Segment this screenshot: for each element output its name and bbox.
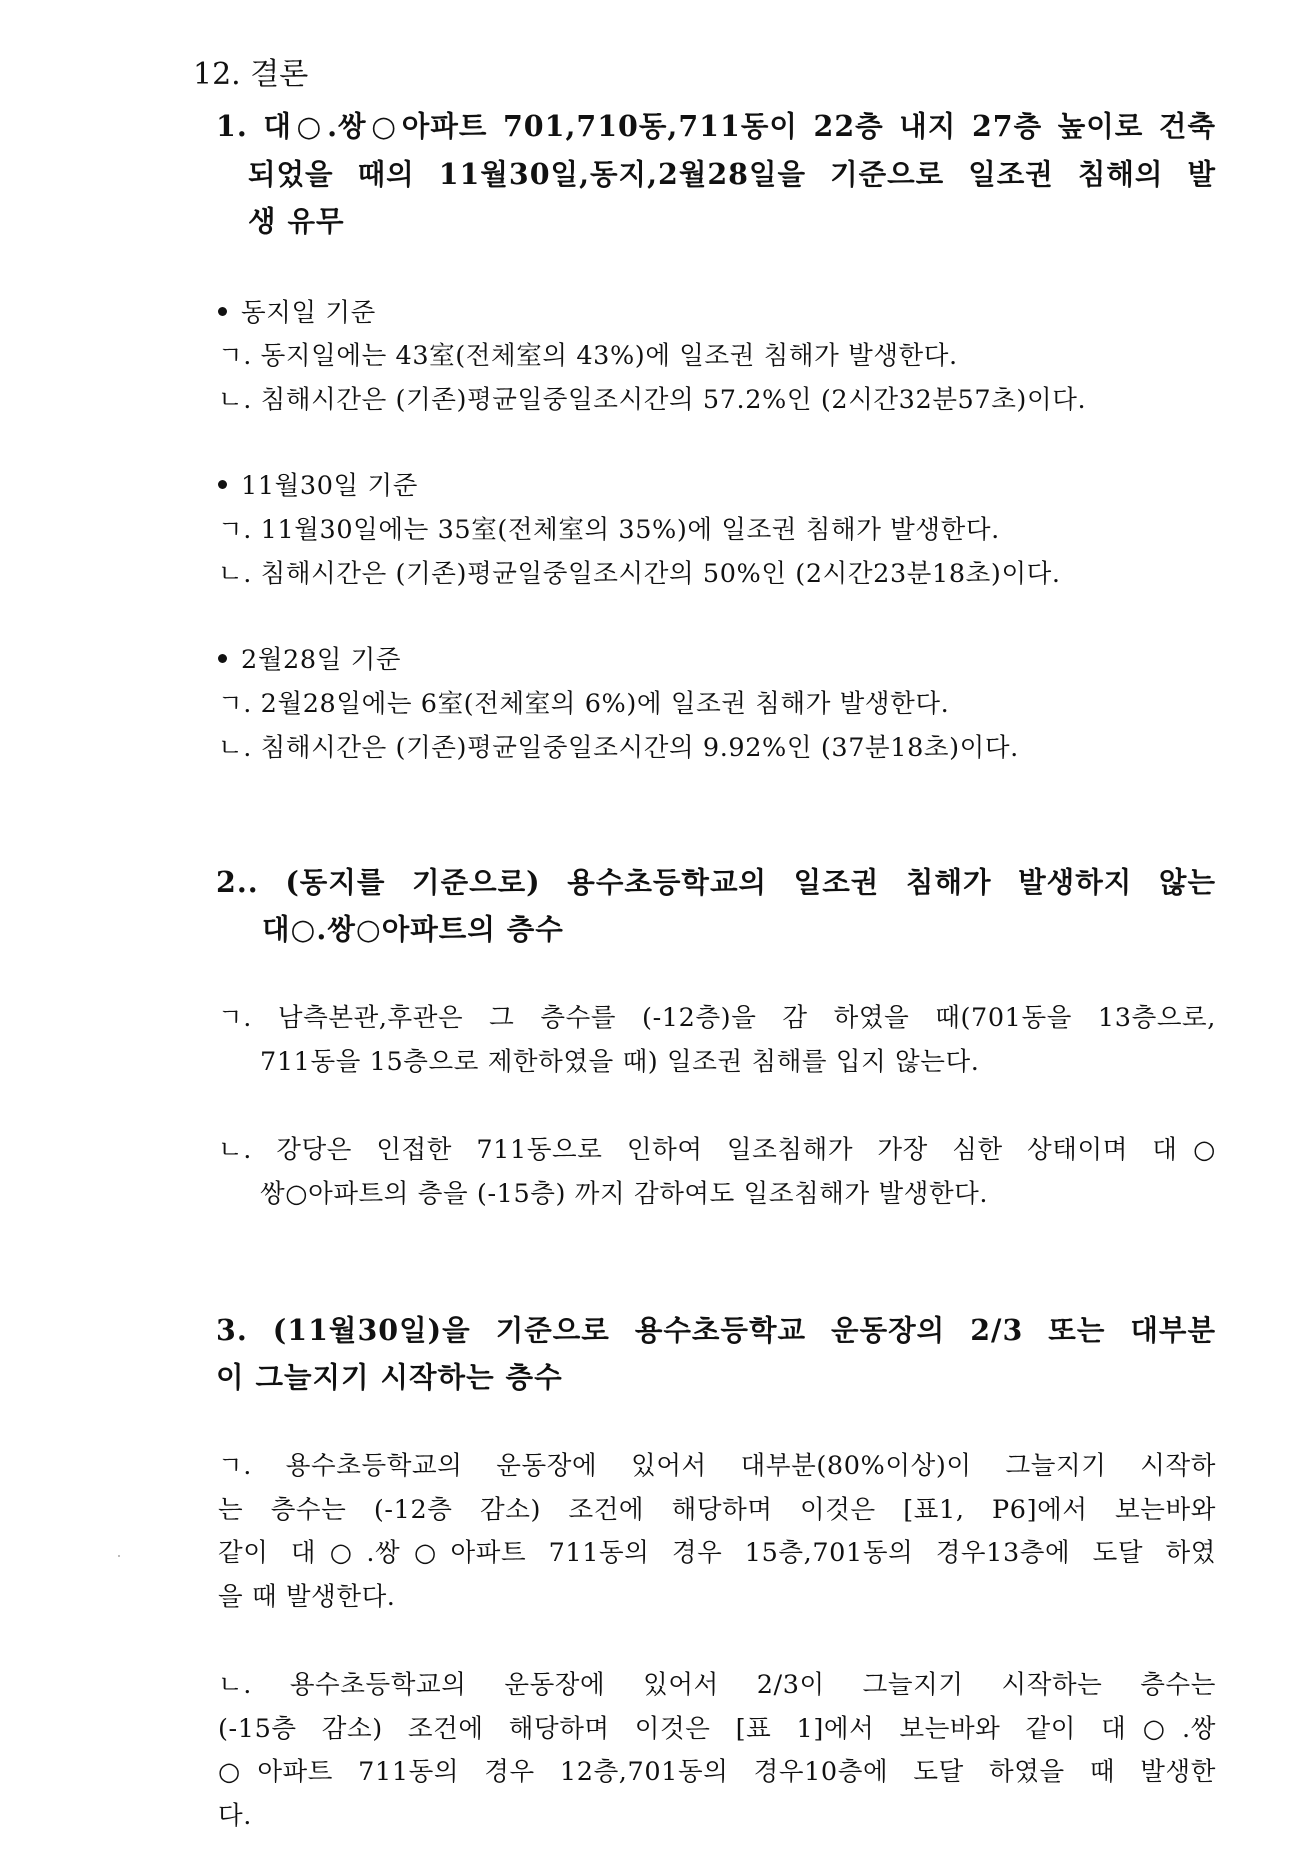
q1-group-3-item-a: ㄱ. 2월28일에는 6室(전체室의 6%)에 일조권 침해가 발생한다. [218,689,950,719]
q2-item-a-line-1: ㄱ. 남측본관,후관은 그 층수를 (-12층)을 감 하였을 때(701동을 13층으로, [218,1003,1216,1033]
q3-item-b-line-3: ○아파트 711동의 경우 12층,701동의 경우10층에 도달 하였을 때 발생한 [218,1757,1216,1787]
group-title-text: 11월30일 기준 [241,471,418,501]
q1-group-title-winter-solstice [218,298,376,328]
q2-item-b-line-1: ㄴ. 강당은 인접한 711동으로 인하여 일조침해가 가장 심한 상태이며 대○ [218,1135,1216,1165]
q1-heading-line-2: 되었을 때의 11월30일,동지,2월28일을 기준으로 일조권 침해의 발 [248,157,1216,191]
q3-item-b-line-1: ㄴ. 용수초등학교의 운동장에 있어서 2/3이 그늘지기 시작하는 층수는 [218,1670,1216,1700]
q3-item-a-line-3: 같이 대○.쌍○아파트 711동의 경우 15층,701동의 경우13층에 도달 하였 [218,1538,1216,1568]
q1-group-2-item-b: ㄴ. 침해시간은 (기존)평균일중일조시간의 50%인 (2시간23분18초)이다. [218,559,1061,589]
group-title-text: 동지일 기준 [241,298,376,328]
q3-item-a-line-4: 을 때 발생한다. [218,1582,396,1612]
bullet-icon [218,480,227,489]
q1-heading-line-3: 생 유무 [248,204,345,238]
q1-group-title-feb28 [218,645,402,675]
section-title: 12. 결론 [193,57,309,92]
group-title-text: 2월28일 기준 [241,645,402,675]
q2-item-b-line-2: 쌍○아파트의 층을 (-15층) 까지 감하여도 일조침해가 발생한다. [260,1179,989,1209]
q3-item-a-line-2: 는 층수는 (-12층 감소) 조건에 해당하며 이것은 [표1, P6]에서 보는바와 [218,1495,1216,1525]
q1-heading-line-1: 1. 대○.쌍○아파트 701,710동,711동이 22층 내지 27층 높이로 건축 [216,109,1216,143]
scan-speck [118,1555,120,1557]
q1-group-1-item-b: ㄴ. 침해시간은 (기존)평균일중일조시간의 57.2%인 (2시간32분57초)이다. [218,385,1087,415]
q3-item-a-line-1: ㄱ. 용수초등학교의 운동장에 있어서 대부분(80%이상)이 그늘지기 시작하 [218,1451,1216,1481]
q3-item-b-line-4: 다. [218,1801,252,1831]
q3-heading-line-2: 이 그늘지기 시작하는 층수 [216,1360,563,1394]
bullet-icon [218,654,227,663]
q1-group-title-nov30 [218,471,418,501]
q2-heading-line-1: 2.. (동지를 기준으로) 용수초등학교의 일조권 침해가 발생하지 않는 [216,865,1216,899]
q1-group-1-item-a: ㄱ. 동지일에는 43室(전체室의 43%)에 일조권 침해가 발생한다. [218,341,958,371]
q2-heading-line-2: 대○.쌍○아파트의 층수 [262,912,564,946]
q2-item-a-line-2: 711동을 15층으로 제한하였을 때) 일조권 침해를 입지 않는다. [260,1047,980,1077]
q1-group-2-item-a: ㄱ. 11월30일에는 35室(전체室의 35%)에 일조권 침해가 발생한다. [218,515,1000,545]
q1-group-3-item-b: ㄴ. 침해시간은 (기존)평균일중일조시간의 9.92%인 (37분18초)이다. [218,733,1019,763]
bullet-icon [218,307,227,316]
q3-item-b-line-2: (-15층 감소) 조건에 해당하며 이것은 [표 1]에서 보는바와 같이 대○.쌍 [218,1714,1216,1744]
q3-heading-line-1: 3. (11월30일)을 기준으로 용수초등학교 운동장의 2/3 또는 대부분 [216,1313,1216,1347]
